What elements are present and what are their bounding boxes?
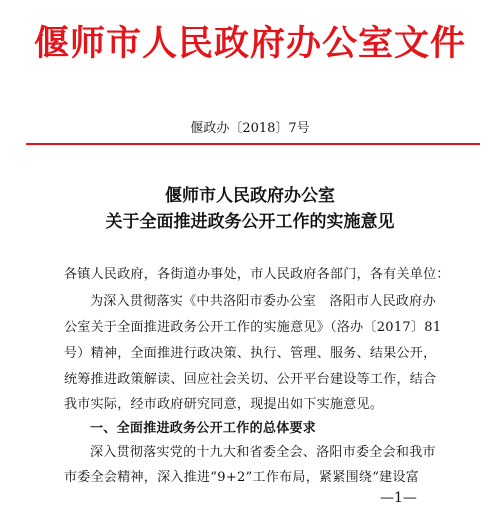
section-heading: 一、全面推进政务公开工作的总体要求 — [90, 421, 317, 436]
body-line: 号）精神，全面推进行政决策、执行、管理、服务、结果公开， — [64, 346, 437, 361]
document-number: 偃政办〔2018〕7号 — [190, 121, 310, 136]
document-header-title: 偃师市人民政府办公室文件 — [33, 23, 466, 64]
body-line-recipients: 各镇人民政府，各街道办事处，市人民政府各部门，各有关单位： — [64, 267, 450, 282]
body-line: 我市实际，经市政府研究同意，现提出如下实施意见。 — [64, 397, 384, 412]
page-number: —1— — [380, 490, 417, 506]
notice-title-line1: 偃师市人民政府办公室 — [165, 186, 335, 206]
body-line: 为深入贯彻落实《中共洛阳市委办公室 洛阳市人民政府办 — [90, 294, 436, 309]
body-line: 公室关于全面推进政务公开工作的实施意见》（洛办〔2017〕81 — [64, 320, 442, 335]
header-divider — [26, 143, 480, 145]
body-line: 深入贯彻落实党的十九大和省委全会、洛阳市委全会和我市 — [90, 445, 436, 460]
body-line: 市委全会精神，深入推进“9+2”工作布局，紧紧围绕“建设富 — [64, 470, 420, 485]
body-line: 统筹推进政策解读、回应社会关切、公开平台建设等工作，结合 — [64, 372, 437, 387]
notice-title-line2: 关于全面推进政务公开工作的实施意见 — [105, 212, 395, 232]
